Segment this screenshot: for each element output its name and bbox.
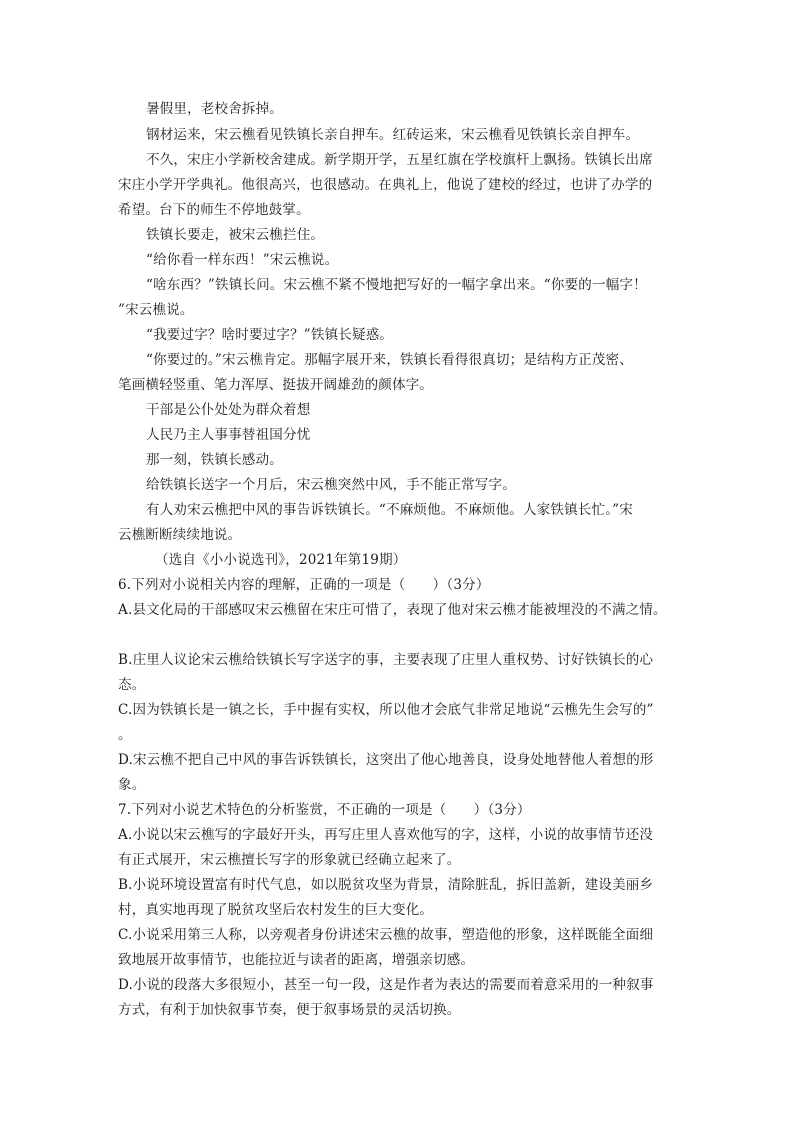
- paragraph-dialogue-cont: ”宋云樵说。: [118, 302, 194, 318]
- option-c: C.小说采用第三人称，以旁观者身份讲述宋云樵的故事，塑造他的形象，这样既能全面细: [118, 927, 654, 943]
- paragraph-new-school-cont: 希望。台下的师生不停地鼓掌。: [118, 202, 310, 218]
- option-d-cont: 方式，有利于加快叙事节奏，便于叙事场景的灵活切换。: [118, 1002, 461, 1018]
- option-d: D.宋云樵不把自己中风的事告诉铁镇长，这突出了他心地善良，设身处地替他人着想的形: [118, 752, 654, 768]
- couplet-line-2: 人民乃主人事事替祖国分忧: [146, 427, 311, 443]
- option-b: B.小说环境设置富有时代气息，如以脱贫攻坚为背景，清除脏乱，拆旧盖新，建设美丽乡: [118, 877, 654, 893]
- question-stem: 7.下列对小说艺术特色的分析鉴赏，不正确的一项是（ ）（3分）: [118, 802, 531, 818]
- option-b: B.庄里人议论宋云樵给铁镇长写字送字的事，主要表现了庄里人重权势、讨好铁镇长的心: [118, 652, 654, 668]
- option-c: C.因为铁镇长是一镇之长，手中握有实权，所以他才会底气非常足地说“云樵先生会写的”: [118, 702, 654, 718]
- option-b-cont: 态。: [118, 677, 146, 693]
- option-c-cont: 。: [118, 727, 132, 743]
- question-stem: 6.下列对小说相关内容的理解，正确的一项是（ ）（3分）: [118, 577, 490, 593]
- paragraph-calligraphy: “你要过的。”宋云樵肯定。那幅字展开来，铁镇长看得很真切；是结构方正茂密、: [146, 352, 633, 368]
- paragraph-dialogue: “啥东西？”铁镇长问。宋云樵不紧不慢地把写好的一幅字拿出来。“你要的一幅字！: [146, 277, 647, 293]
- paragraph-dialogue: “给你看一样东西！”宋云樵说。: [146, 252, 339, 268]
- paragraph-advice-cont: 云樵断断续续地说。: [118, 527, 242, 543]
- paragraph-stopped: 铁镇长要走，被宋云樵拦住。: [146, 227, 325, 243]
- option-d-cont: 象。: [118, 777, 146, 793]
- couplet-line-1: 干部是公仆处处为群众着想: [146, 402, 311, 418]
- source-citation: （选自《小小说选刊》，2021年第19期）: [155, 552, 407, 568]
- option-d: D.小说的段落大多很短小，甚至一句一段，这是作者为表达的需要而着意采用的一种叙事: [118, 977, 654, 993]
- option-b-cont: 村，真实地再现了脱贫攻坚后农村发生的巨大变化。: [118, 902, 434, 918]
- paragraph-new-school-cont: 宋庄小学开学典礼。他很高兴，也很感动。在典礼上，他说了建校的经过，也讲了办学的: [118, 177, 653, 193]
- paragraph-stroke: 给铁镇长送字一个月后，宋云樵突然中风，手不能正常写字。: [146, 477, 516, 493]
- option-a: A.小说以宋云樵写的字最好开头，再写庄里人喜欢他写的字，这样，小说的故事情节还没: [118, 827, 654, 843]
- paragraph-demolish: 暑假里，老校舍拆掉。: [146, 101, 283, 117]
- option-a-cont: 有正式展开，宋云樵擅长写字的形象就已经确立起来了。: [118, 852, 461, 868]
- paragraph-calligraphy-cont: 笔画横轻竖重、笔力浑厚、挺拔开阔雄劲的颜体字。: [118, 377, 434, 393]
- paragraph-materials: 钢材运来，宋云樵看见铁镇长亲自押车。红砖运来，宋云樵看见铁镇长亲自押车。: [146, 127, 640, 143]
- paragraph-dialogue: “我要过字？啥时要过字？”铁镇长疑惑。: [146, 327, 394, 343]
- option-c-cont: 致地展开故事情节，也能拉近与读者的距离，增强亲切感。: [118, 952, 475, 968]
- option-a: A.县文化局的干部感叹宋云樵留在宋庄可惜了，表现了他对宋云樵才能被埋没的不满之情。: [118, 602, 667, 618]
- paragraph-advice: 有人劝宋云樵把中风的事告诉铁镇长。“不麻烦他。不麻烦他。人家铁镇长忙。”宋: [146, 502, 633, 518]
- paragraph-new-school: 不久，宋庄小学新校舍建成。新学期开学，五星红旗在学校旗杆上飘扬。铁镇长出席: [146, 152, 653, 168]
- paragraph-moved: 那一刻，铁镇长感动。: [146, 452, 283, 468]
